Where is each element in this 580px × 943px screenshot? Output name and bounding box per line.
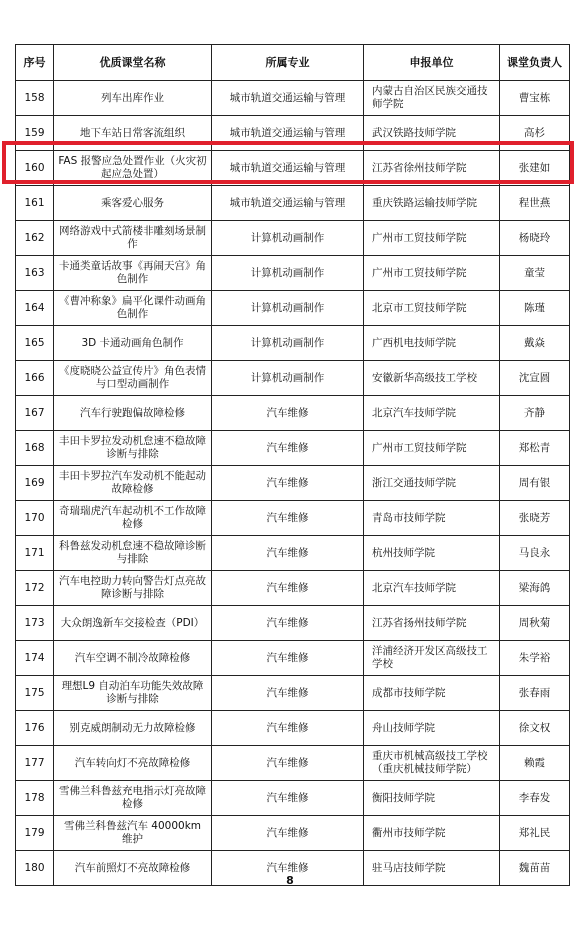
- cell-major: 计算机动画制作: [212, 291, 364, 326]
- table-row: [16, 291, 570, 326]
- cell-applicant-unit: 驻马店技师学院: [364, 851, 500, 886]
- cell-no: 169: [16, 466, 54, 501]
- cell-major: 城市轨道交通运输与管理: [212, 186, 364, 221]
- cell-no: 174: [16, 641, 54, 676]
- cell-no: 172: [16, 571, 54, 606]
- cell-major: 汽车维修: [212, 501, 364, 536]
- cell-major: 城市轨道交通运输与管理: [212, 81, 364, 116]
- table-row: [16, 536, 570, 571]
- cell-no: 170: [16, 501, 54, 536]
- cell-no: 173: [16, 606, 54, 641]
- table-row: [16, 676, 570, 711]
- cell-applicant-unit: 衡阳技师学院: [364, 781, 500, 816]
- cell-course-name: 雪佛兰科鲁兹充电指示灯亮故障检修: [54, 781, 212, 816]
- cell-applicant-unit: 成都市技师学院: [364, 676, 500, 711]
- cell-applicant-unit: 广州市工贸技师学院: [364, 221, 500, 256]
- cell-lead: 齐静: [500, 396, 570, 431]
- cell-major: 汽车维修: [212, 746, 364, 781]
- cell-applicant-unit: 广州市工贸技师学院: [364, 431, 500, 466]
- cell-no: 168: [16, 431, 54, 466]
- header-major: 所属专业: [212, 45, 364, 81]
- cell-no: 178: [16, 781, 54, 816]
- cell-lead: 戴焱: [500, 326, 570, 361]
- cell-major: 汽车维修: [212, 431, 364, 466]
- cell-major: 汽车维修: [212, 676, 364, 711]
- table-row: [16, 361, 570, 396]
- cell-lead: 徐文权: [500, 711, 570, 746]
- table-row: [16, 711, 570, 746]
- cell-applicant-unit: 浙江交通技师学院: [364, 466, 500, 501]
- cell-applicant-unit: 重庆铁路运输技师学院: [364, 186, 500, 221]
- cell-no: 177: [16, 746, 54, 781]
- cell-course-name: 《度晓晓公益宣传片》角色表情与口型动画制作: [54, 361, 212, 396]
- cell-lead: 梁海鸽: [500, 571, 570, 606]
- cell-applicant-unit: 江苏省扬州技师学院: [364, 606, 500, 641]
- cell-course-name: 理想L9 自动泊车功能失效故障诊断与排除: [54, 676, 212, 711]
- table-row: [16, 81, 570, 116]
- header-course-name: 优质课堂名称: [54, 45, 212, 81]
- cell-major: 城市轨道交通运输与管理: [212, 151, 364, 186]
- cell-lead: 陈瑾: [500, 291, 570, 326]
- cell-no: 171: [16, 536, 54, 571]
- cell-lead: 魏苗苗: [500, 851, 570, 886]
- cell-major: 汽车维修: [212, 781, 364, 816]
- header-lead: 课堂负责人: [500, 45, 570, 81]
- cell-course-name: 奇瑞瑞虎汽车起动机不工作故障检修: [54, 501, 212, 536]
- cell-major: 汽车维修: [212, 606, 364, 641]
- cell-no: 159: [16, 116, 54, 151]
- cell-lead: 沈宣圆: [500, 361, 570, 396]
- table-body: [16, 81, 570, 886]
- cell-major: 汽车维修: [212, 536, 364, 571]
- cell-major: 汽车维修: [212, 466, 364, 501]
- table-row: [16, 606, 570, 641]
- cell-applicant-unit: 广州市工贸技师学院: [364, 256, 500, 291]
- cell-applicant-unit: 北京汽车技师学院: [364, 571, 500, 606]
- cell-lead: 赖霞: [500, 746, 570, 781]
- cell-course-name: 丰田卡罗拉汽车发动机不能起动故障检修: [54, 466, 212, 501]
- cell-major: 计算机动画制作: [212, 221, 364, 256]
- table-row: [16, 221, 570, 256]
- cell-no: 158: [16, 81, 54, 116]
- cell-lead: 高杉: [500, 116, 570, 151]
- cell-major: 汽车维修: [212, 851, 364, 886]
- cell-course-name: 汽车前照灯不亮故障检修: [54, 851, 212, 886]
- cell-lead: 张晓芳: [500, 501, 570, 536]
- table-row: [16, 816, 570, 851]
- header-no: 序号: [16, 45, 54, 81]
- cell-lead: 马良永: [500, 536, 570, 571]
- cell-lead: 李春发: [500, 781, 570, 816]
- cell-course-name: 卡通类童话故事《再闹天宫》角色制作: [54, 256, 212, 291]
- cell-course-name: 大众朗逸新车交接检查（PDI）: [54, 606, 212, 641]
- cell-course-name: FAS 报警应急处置作业（火灾初起应急处置）: [54, 151, 212, 186]
- cell-lead: 张建如: [500, 151, 570, 186]
- cell-no: 176: [16, 711, 54, 746]
- cell-no: 179: [16, 816, 54, 851]
- cell-major: 计算机动画制作: [212, 326, 364, 361]
- cell-applicant-unit: 北京市工贸技师学院: [364, 291, 500, 326]
- cell-lead: 张春雨: [500, 676, 570, 711]
- cell-applicant-unit: 青岛市技师学院: [364, 501, 500, 536]
- cell-major: 城市轨道交通运输与管理: [212, 116, 364, 151]
- cell-lead: 朱学裕: [500, 641, 570, 676]
- cell-applicant-unit: 安徽新华高级技工学校: [364, 361, 500, 396]
- page-number: 8: [286, 874, 294, 887]
- cell-applicant-unit: 武汉铁路技师学院: [364, 116, 500, 151]
- table-row: [16, 571, 570, 606]
- cell-applicant-unit: 内蒙古自治区民族交通技师学院: [364, 81, 500, 116]
- cell-major: 汽车维修: [212, 396, 364, 431]
- table-row: [16, 186, 570, 221]
- cell-course-name: 别克威朗制动无力故障检修: [54, 711, 212, 746]
- cell-major: 汽车维修: [212, 816, 364, 851]
- cell-course-name: 《曹冲称象》扁平化课件动画角色制作: [54, 291, 212, 326]
- table-row: [16, 641, 570, 676]
- cell-lead: 周秋菊: [500, 606, 570, 641]
- cell-no: 175: [16, 676, 54, 711]
- table-row: [16, 256, 570, 291]
- cell-lead: 程世燕: [500, 186, 570, 221]
- cell-major: 汽车维修: [212, 711, 364, 746]
- cell-major: 汽车维修: [212, 641, 364, 676]
- cell-course-name: 汽车行驶跑偏故障检修: [54, 396, 212, 431]
- cell-course-name: 汽车转向灯不亮故障检修: [54, 746, 212, 781]
- cell-lead: 郑松青: [500, 431, 570, 466]
- table-row: [16, 396, 570, 431]
- cell-no: 163: [16, 256, 54, 291]
- cell-major: 计算机动画制作: [212, 361, 364, 396]
- cell-major: 计算机动画制作: [212, 256, 364, 291]
- cell-no: 160: [16, 151, 54, 186]
- table-row: [16, 781, 570, 816]
- cell-course-name: 雪佛兰科鲁兹汽车 40000km 维护: [54, 816, 212, 851]
- table-row: [16, 116, 570, 151]
- cell-applicant-unit: 衢州市技师学院: [364, 816, 500, 851]
- table-row: [16, 746, 570, 781]
- cell-applicant-unit: 广西机电技师学院: [364, 326, 500, 361]
- cell-course-name: 地下车站日常客流组织: [54, 116, 212, 151]
- cell-no: 161: [16, 186, 54, 221]
- cell-course-name: 汽车电控助力转向警告灯点亮故障诊断与排除: [54, 571, 212, 606]
- table-header-row: [16, 45, 570, 81]
- cell-no: 164: [16, 291, 54, 326]
- cell-lead: 郑礼民: [500, 816, 570, 851]
- table-row: [16, 326, 570, 361]
- cell-lead: 周有银: [500, 466, 570, 501]
- cell-major: 汽车维修: [212, 571, 364, 606]
- cell-no: 162: [16, 221, 54, 256]
- cell-no: 180: [16, 851, 54, 886]
- cell-course-name: 丰田卡罗拉发动机怠速不稳故障诊断与排除: [54, 431, 212, 466]
- cell-course-name: 网络游戏中式箭楼非雕刻场景制作: [54, 221, 212, 256]
- table-row: [16, 151, 570, 186]
- header-applicant-unit: 申报单位: [364, 45, 500, 81]
- cell-applicant-unit: 洋浦经济开发区高级技工学校: [364, 641, 500, 676]
- cell-applicant-unit: 北京汽车技师学院: [364, 396, 500, 431]
- cell-course-name: 3D 卡通动画角色制作: [54, 326, 212, 361]
- table-row: [16, 501, 570, 536]
- cell-lead: 杨晓玲: [500, 221, 570, 256]
- cell-lead: 童莹: [500, 256, 570, 291]
- cell-no: 166: [16, 361, 54, 396]
- cell-course-name: 汽车空调不制冷故障检修: [54, 641, 212, 676]
- table-row: [16, 431, 570, 466]
- cell-no: 165: [16, 326, 54, 361]
- cell-applicant-unit: 重庆市机械高级技工学校（重庆机械技师学院）: [364, 746, 500, 781]
- cell-no: 167: [16, 396, 54, 431]
- table-row: [16, 466, 570, 501]
- cell-course-name: 乘客爱心服务: [54, 186, 212, 221]
- cell-applicant-unit: 江苏省徐州技师学院: [364, 151, 500, 186]
- cell-applicant-unit: 舟山技师学院: [364, 711, 500, 746]
- cell-course-name: 科鲁兹发动机怠速不稳故障诊断与排除: [54, 536, 212, 571]
- cell-course-name: 列车出库作业: [54, 81, 212, 116]
- courses-table: [15, 44, 570, 886]
- cell-lead: 曹宝栋: [500, 81, 570, 116]
- cell-applicant-unit: 杭州技师学院: [364, 536, 500, 571]
